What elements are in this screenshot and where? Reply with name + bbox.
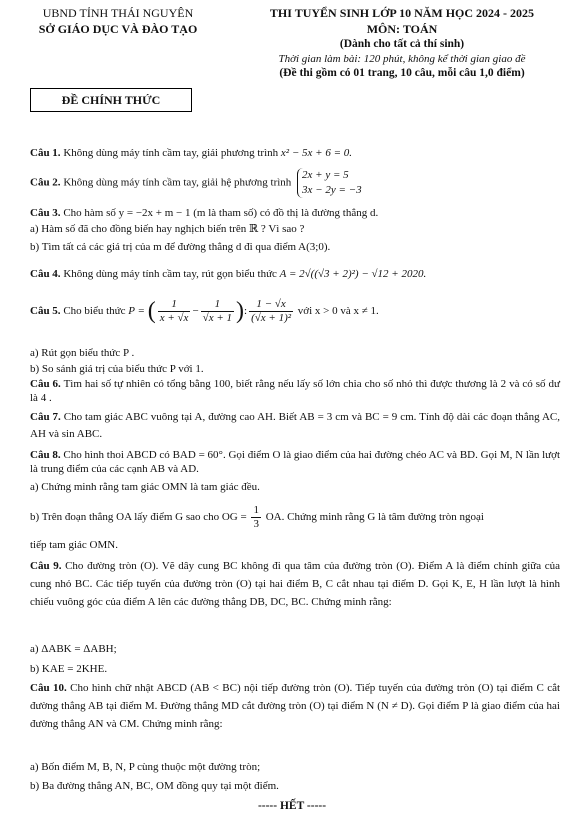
q10-text: Cho hình chữ nhật ABCD (AB < BC) nội tiếp đường tròn (O). Tiếp tuyến của đường tròn (O) tại điểm C cắt đường thẳng AB tại điểm M. Đường thẳng MD cắt đường tròn (O) tại điểm N (N ≠ D). Gọi điểm P là giao điểm của hai đường thẳng AN và CM. Chứng minh rằng: — [30, 682, 561, 730]
question-9 — [30, 558, 560, 611]
end-marker: ----- HẾT ----- — [257, 800, 327, 812]
q8-part-b: b) Trên đoạn thẳng OA lấy điểm G sao cho OG = $\frac{1}{3}$ OA. Chứng minh rằng G là tâm đường tròn ngoại — [30, 504, 484, 531]
q5-part-a: a) Rút gọn biểu thức P . — [30, 347, 135, 359]
q5-frac-2: $\frac{1}{√x + 1}$ — [202, 297, 232, 325]
q9-part-a: a) ΔABK = ΔABH; — [30, 643, 117, 655]
q3-part-b: b) Tìm tất cả các giá trị của m để đường thẳng d đi qua điểm A(3;0). — [30, 241, 331, 253]
q10-part-b: b) Ba đường thẳng AN, BC, OM đồng quy tại một điểm. — [30, 780, 279, 792]
department-name: SỞ GIÁO DỤC VÀ ĐÀO TẠO — [38, 21, 198, 36]
q5-part-b: b) So sánh giá trị của biểu thức P với 1. — [30, 363, 204, 375]
q5-frac-1: $\frac{1}{x + √x}$ — [159, 297, 189, 325]
q1-math: x² − 5x + 6 = 0. — [280, 147, 352, 159]
q8-frac: $\frac{1}{3}$ — [253, 504, 259, 531]
audience: (Dành cho tất cả thí sinh) — [339, 38, 465, 51]
question-8 — [30, 448, 560, 477]
q4-text: Không dùng máy tính cầm tay, rút gọn biểu thức — [63, 268, 277, 280]
q3-text: Cho hàm số y = −2x + m − 1 (m là tham số) có đồ thị là đường thẳng d. — [63, 207, 379, 219]
q1-label: Câu 1. — [30, 147, 61, 159]
q5-condition: với x > 0 và x ≠ 1. — [297, 305, 379, 318]
q7-label: Câu 7. — [30, 411, 61, 423]
question-5: Câu 5. Cho biểu thức P = ( $\frac{1}{x + √x}$ − $\frac{1}{√x + 1}$ ): $\frac{1 - √x}{\text{(√x + 1)²}}$ với x > 0 và x ≠ 1. — [30, 297, 379, 325]
q6-label: Câu 6. — [30, 378, 61, 390]
q8-part-b-cont: tiếp tam giác OMN. — [30, 539, 118, 551]
header-left — [18, 6, 218, 37]
q4-expr: A = 2√((√3 + 2)²) − √12 + 2020. — [279, 268, 427, 280]
q3-label: Câu 3. — [30, 207, 61, 219]
q5-p: P = — [128, 305, 145, 318]
q9-label: Câu 9. — [30, 560, 62, 572]
q4-label: Câu 4. — [30, 268, 61, 280]
q1-text: Không dùng máy tính cầm tay, giải phương trình — [63, 147, 279, 159]
question-6 — [30, 377, 560, 406]
q2-system — [297, 168, 362, 198]
q2-label: Câu 2. — [30, 176, 61, 189]
question-2 — [30, 168, 560, 198]
exam-info: (Đề thi gồm có 01 trang, 10 câu, mỗi câu 1,0 điểm) — [279, 67, 525, 80]
authority-name: UBND TỈNH THÁI NGUYÊN — [42, 6, 194, 20]
question-4 — [30, 267, 560, 281]
time-limit: Thời gian làm bài: 120 phút, không kể thời gian giao đề — [278, 53, 526, 66]
q2-eq1: 2x + y = 5 — [302, 169, 349, 181]
q8-text: Cho hình thoi ABCD có BAD = 60°. Gọi điểm O là giao điểm của hai đường chéo AC và BD. Gọi M, N lần lượt là trung điểm của các cạnh AB và AD. — [30, 449, 561, 476]
q10-part-a: a) Bốn điểm M, B, N, P cùng thuộc một đường tròn; — [30, 761, 261, 773]
question-1 — [30, 146, 560, 160]
q10-label: Câu 10. — [30, 682, 67, 694]
q9-part-b: b) KAE = 2KHE. — [30, 663, 108, 675]
question-10 — [30, 680, 560, 733]
q2-text: Không dùng máy tính cầm tay, giải hệ phương trình — [63, 176, 292, 189]
q2-eq2: 3x − 2y = −3 — [302, 183, 362, 196]
header-right — [228, 6, 576, 81]
official-stamp: ĐỀ CHÍNH THỨC — [30, 88, 192, 112]
q6-text: Tìm hai số tự nhiên có tổng bằng 100, biết rằng nếu lấy số lớn chia cho số nhỏ thì được thương là 2 và có số dư là 4 . — [30, 378, 560, 405]
q3-part-a: a) Hàm số đã cho đồng biến hay nghịch biến trên ℝ ? Vì sao ? — [30, 223, 305, 235]
exam-title: THI TUYỂN SINH LỚP 10 NĂM HỌC 2024 - 2025 — [269, 6, 535, 20]
q9-text: Cho đường tròn (O). Vẽ dây cung BC không đi qua tâm của đường tròn (O). Điểm A là điểm chính giữa của cung nhỏ BC. Các tiếp tuyến của đường tròn (O) tại hai điểm B, C cắt nhau tại điểm D. Gọi K, E, H lần lượt là hình chiếu vuông góc của điểm A lên các đường thẳng DB, DC, BC. Chứng minh rằng: — [30, 560, 561, 608]
subject: MÔN: TOÁN — [366, 21, 438, 36]
question-7 — [30, 409, 560, 443]
q5-label: Câu 5. — [30, 305, 61, 318]
q5-text: Cho biểu thức — [63, 305, 126, 318]
q5-frac-3: $\frac{1 - √x}{\text{(√x + 1)²}}$ — [251, 297, 292, 325]
question-3 — [30, 206, 560, 220]
q7-text: Cho tam giác ABC vuông tại A, đường cao AH. Biết AB = 3 cm và BC = 9 cm. Tính độ dài các đoạn thẳng AC, AH và sin ABC. — [30, 411, 561, 441]
q8-part-a: a) Chứng minh rằng tam giác OMN là tam giác đều. — [30, 481, 260, 493]
q8-label: Câu 8. — [30, 449, 61, 461]
